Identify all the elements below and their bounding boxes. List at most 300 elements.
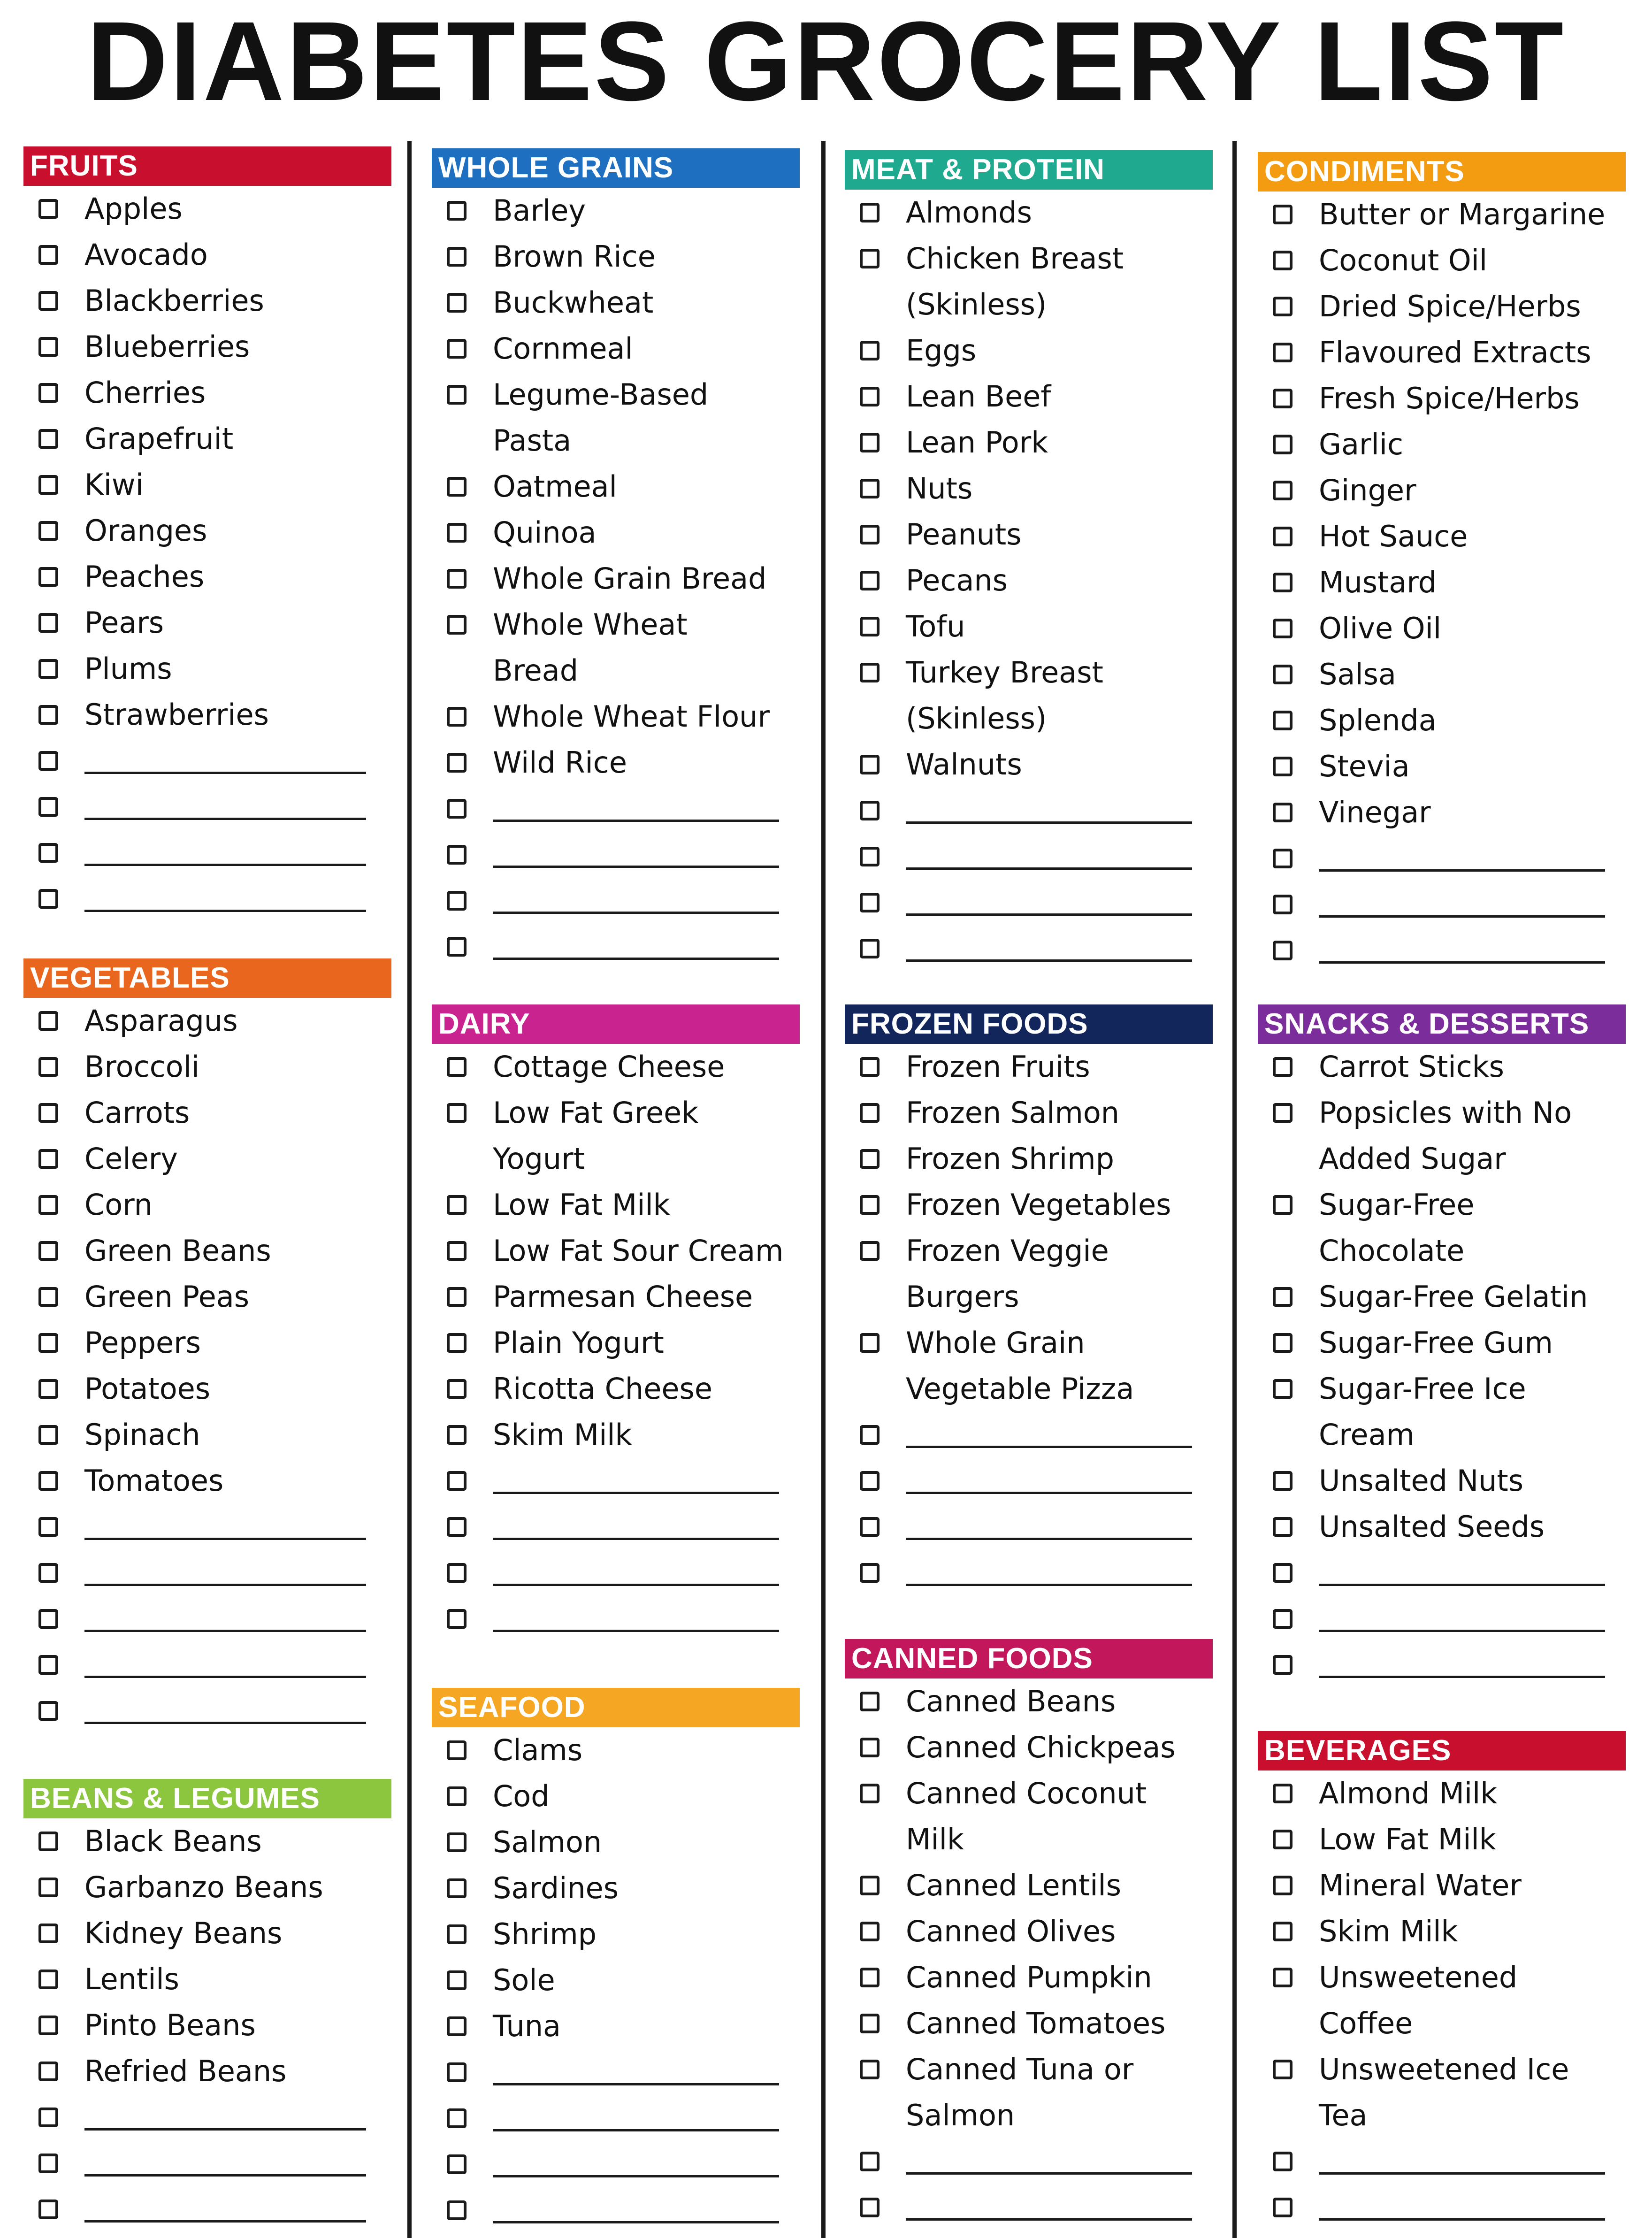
item-checkbox[interactable] <box>447 569 467 589</box>
list-item <box>854 1090 1220 1136</box>
item-checkbox[interactable] <box>38 2108 58 2127</box>
item-checkbox[interactable] <box>38 705 58 725</box>
item-label: Cherries <box>84 376 206 410</box>
list-item <box>33 998 394 1044</box>
item-checkbox[interactable] <box>447 707 467 727</box>
item-label: Whole Wheat Flour <box>493 699 770 734</box>
write-in-line[interactable] <box>493 1538 779 1540</box>
item-checkbox[interactable] <box>860 433 880 452</box>
section-items <box>432 1727 807 2233</box>
item-checkbox[interactable] <box>38 1195 58 1215</box>
blank-item <box>1267 1550 1633 1596</box>
item-label: Celery <box>84 1142 178 1176</box>
item-checkbox[interactable] <box>860 387 880 406</box>
write-in-line[interactable] <box>1319 915 1605 918</box>
item-checkbox[interactable] <box>447 1379 467 1399</box>
item-checkbox[interactable] <box>38 613 58 633</box>
item-checkbox[interactable] <box>38 1057 58 1077</box>
item-label: Peaches <box>84 560 205 594</box>
item-checkbox[interactable] <box>447 891 467 911</box>
list-item <box>1267 514 1633 560</box>
item-checkbox[interactable] <box>38 1924 58 1943</box>
item-checkbox[interactable] <box>38 291 58 311</box>
item-checkbox[interactable] <box>1273 665 1293 684</box>
item-checkbox[interactable] <box>38 843 58 863</box>
item-label: Whole Grain Bread <box>493 561 767 596</box>
item-label: Whole Wheat <box>493 607 688 642</box>
item-checkbox[interactable] <box>860 1425 880 1445</box>
write-in-line[interactable] <box>906 2218 1192 2221</box>
write-in-line[interactable] <box>84 1584 366 1586</box>
item-label: Sole <box>493 1963 555 1997</box>
list-item <box>1267 1908 1633 1954</box>
list-item <box>1267 1770 1633 1816</box>
blank-item <box>854 880 1220 926</box>
item-checkbox[interactable] <box>38 1149 58 1169</box>
item-checkbox[interactable] <box>38 1563 58 1583</box>
item-checkbox[interactable] <box>860 1103 880 1123</box>
item-checkbox[interactable] <box>447 1786 467 1806</box>
item-checkbox[interactable] <box>1273 1563 1293 1583</box>
item-checkbox[interactable] <box>447 293 467 313</box>
list-item <box>33 1864 394 1910</box>
item-checkbox[interactable] <box>860 617 880 636</box>
write-in-line[interactable] <box>906 1492 1192 1494</box>
list-item <box>441 1865 807 1911</box>
list-item <box>441 1911 807 1957</box>
item-checkbox[interactable] <box>38 1241 58 1261</box>
write-in-line[interactable] <box>493 2129 779 2131</box>
item-checkbox[interactable] <box>447 339 467 359</box>
item-checkbox[interactable] <box>38 2154 58 2173</box>
item-checkbox[interactable] <box>1273 573 1293 592</box>
write-in-line[interactable] <box>493 958 779 960</box>
item-checkbox[interactable] <box>860 1149 880 1169</box>
item-checkbox[interactable] <box>860 2060 880 2079</box>
item-label: Unsweetened Ice <box>1319 2052 1569 2086</box>
write-in-line[interactable] <box>84 1722 366 1724</box>
blank-item <box>854 2184 1220 2230</box>
list-item <box>854 236 1220 282</box>
item-label: Parmesan Cheese <box>493 1280 753 1314</box>
item-checkbox[interactable] <box>447 1057 467 1077</box>
item-checkbox[interactable] <box>447 937 467 957</box>
list-item <box>1267 605 1633 651</box>
item-checkbox[interactable] <box>860 847 880 866</box>
item-checkbox[interactable] <box>860 1057 880 1077</box>
item-label: Fresh Spice/Herbs <box>1319 381 1580 415</box>
item-checkbox[interactable] <box>38 337 58 357</box>
list-item <box>854 696 1220 742</box>
item-checkbox[interactable] <box>860 203 880 222</box>
blank-item <box>441 832 807 878</box>
item-checkbox[interactable] <box>447 477 467 497</box>
item-label: Canned Pumpkin <box>906 1960 1152 1994</box>
item-checkbox[interactable] <box>860 1738 880 1757</box>
item-checkbox[interactable] <box>38 1287 58 1307</box>
item-checkbox[interactable] <box>860 1692 880 1711</box>
item-checkbox[interactable] <box>447 1517 467 1537</box>
write-in-line[interactable] <box>493 2175 779 2177</box>
item-label: Legume-Based <box>493 377 709 412</box>
item-label: Nuts <box>906 471 973 506</box>
blank-item <box>854 834 1220 880</box>
write-in-line[interactable] <box>1319 1630 1605 1632</box>
write-in-line[interactable] <box>906 913 1192 916</box>
item-label: Frozen Salmon <box>906 1096 1120 1130</box>
list-item <box>854 1954 1220 2000</box>
item-checkbox[interactable] <box>1273 1876 1293 1895</box>
item-checkbox[interactable] <box>1273 711 1293 730</box>
item-label: Mustard <box>1319 565 1437 599</box>
list-item <box>1267 1136 1633 1182</box>
item-label: Low Fat Greek <box>493 1096 699 1130</box>
list-item <box>33 370 394 416</box>
item-checkbox[interactable] <box>38 1701 58 1721</box>
item-checkbox[interactable] <box>1273 619 1293 638</box>
item-label: Salmon <box>493 1825 602 1859</box>
write-in-line[interactable] <box>1319 961 1605 964</box>
item-checkbox[interactable] <box>860 341 880 360</box>
item-checkbox[interactable] <box>860 1563 880 1583</box>
item-checkbox[interactable] <box>38 659 58 679</box>
item-checkbox[interactable] <box>447 1924 467 1944</box>
item-label: Frozen Veggie <box>906 1234 1109 1268</box>
list-item <box>441 648 807 694</box>
write-in-line[interactable] <box>493 2083 779 2085</box>
write-in-line[interactable] <box>493 820 779 822</box>
item-label: Sugar-Free Gum <box>1319 1326 1553 1360</box>
list-item <box>854 190 1220 236</box>
item-checkbox[interactable] <box>1273 849 1293 868</box>
write-in-line[interactable] <box>493 912 779 914</box>
item-checkbox[interactable] <box>860 1517 880 1537</box>
write-in-line[interactable] <box>493 1630 779 1632</box>
write-in-line[interactable] <box>84 1630 366 1632</box>
item-checkbox[interactable] <box>38 1517 58 1537</box>
item-label: Lean Beef <box>906 379 1051 414</box>
list-item <box>441 280 807 326</box>
list-item <box>441 1044 807 1090</box>
list-item <box>1267 1090 1633 1136</box>
list-item <box>33 1366 394 1412</box>
list-item <box>441 510 807 556</box>
item-checkbox[interactable] <box>447 1103 467 1123</box>
item-checkbox[interactable] <box>447 1609 467 1629</box>
list-item <box>1267 376 1633 422</box>
item-checkbox[interactable] <box>1273 297 1293 316</box>
item-checkbox[interactable] <box>860 1241 880 1261</box>
blank-item <box>33 1504 394 1550</box>
list-item <box>854 650 1220 696</box>
item-checkbox[interactable] <box>860 663 880 682</box>
list-item <box>854 604 1220 650</box>
item-checkbox[interactable] <box>1273 803 1293 822</box>
item-label: Dried Spice/Herbs <box>1319 289 1581 323</box>
item-checkbox[interactable] <box>447 845 467 865</box>
write-in-line[interactable] <box>84 2128 366 2131</box>
item-checkbox[interactable] <box>38 1425 58 1445</box>
blank-item <box>854 1458 1220 1504</box>
list-item <box>33 2002 394 2048</box>
item-checkbox[interactable] <box>38 797 58 817</box>
item-checkbox[interactable] <box>860 525 880 544</box>
write-in-line[interactable] <box>84 910 366 912</box>
list-item <box>1267 1816 1633 1862</box>
item-checkbox[interactable] <box>860 1471 880 1491</box>
list-item <box>1267 238 1633 284</box>
item-checkbox[interactable] <box>1273 1103 1293 1123</box>
item-checkbox[interactable] <box>38 2062 58 2081</box>
write-in-line[interactable] <box>1319 1676 1605 1678</box>
item-checkbox[interactable] <box>1273 757 1293 776</box>
item-checkbox[interactable] <box>1273 895 1293 914</box>
item-checkbox[interactable] <box>447 1241 467 1261</box>
item-checkbox[interactable] <box>1273 2060 1293 2079</box>
list-item <box>33 1090 394 1136</box>
item-checkbox[interactable] <box>447 1195 467 1215</box>
item-checkbox[interactable] <box>38 567 58 587</box>
list-item <box>441 1957 807 2003</box>
write-in-line[interactable] <box>493 1584 779 1586</box>
item-checkbox[interactable] <box>860 893 880 912</box>
item-checkbox[interactable] <box>447 1563 467 1583</box>
item-checkbox[interactable] <box>447 385 467 405</box>
list-item <box>33 1136 394 1182</box>
list-item <box>1267 1044 1633 1090</box>
item-checkbox[interactable] <box>1273 941 1293 960</box>
item-label: (Skinless) <box>906 701 1047 736</box>
blank-item <box>1267 1596 1633 1642</box>
write-in-line[interactable] <box>906 867 1192 870</box>
item-checkbox[interactable] <box>1273 343 1293 362</box>
item-checkbox[interactable] <box>447 2016 467 2036</box>
list-item <box>854 1136 1220 1182</box>
item-label: Cornmeal <box>493 331 633 366</box>
list-item <box>441 740 807 786</box>
item-checkbox[interactable] <box>447 2108 467 2128</box>
list-item <box>441 2003 807 2049</box>
item-checkbox[interactable] <box>38 1878 58 1897</box>
blank-item <box>1267 2184 1633 2230</box>
item-label: Pears <box>84 605 164 640</box>
item-checkbox[interactable] <box>38 889 58 909</box>
list-item <box>1267 1862 1633 1908</box>
write-in-line[interactable] <box>906 2172 1192 2175</box>
list-item <box>854 2046 1220 2092</box>
item-checkbox[interactable] <box>447 1970 467 1990</box>
write-in-line[interactable] <box>84 864 366 866</box>
item-checkbox[interactable] <box>38 1379 58 1399</box>
write-in-line[interactable] <box>493 866 779 868</box>
item-checkbox[interactable] <box>1273 1517 1293 1537</box>
blank-item <box>33 876 394 922</box>
list-item <box>33 278 394 324</box>
item-checkbox[interactable] <box>1273 389 1293 408</box>
item-checkbox[interactable] <box>1273 1287 1293 1307</box>
item-checkbox[interactable] <box>447 753 467 773</box>
item-checkbox[interactable] <box>38 1655 58 1675</box>
item-checkbox[interactable] <box>38 2016 58 2035</box>
item-checkbox[interactable] <box>860 1333 880 1353</box>
item-checkbox[interactable] <box>860 1922 880 1941</box>
write-in-line[interactable] <box>84 1538 366 1540</box>
item-label: Cottage Cheese <box>493 1050 725 1084</box>
item-checkbox[interactable] <box>860 571 880 590</box>
item-checkbox[interactable] <box>38 1609 58 1629</box>
column-divider <box>407 141 412 2238</box>
item-checkbox[interactable] <box>1273 1609 1293 1629</box>
write-in-line[interactable] <box>84 772 366 774</box>
item-checkbox[interactable] <box>447 1425 467 1445</box>
item-label: Vegetable Pizza <box>906 1372 1134 1406</box>
item-checkbox[interactable] <box>1273 1655 1293 1675</box>
item-checkbox[interactable] <box>1273 1968 1293 1987</box>
item-checkbox[interactable] <box>447 1333 467 1353</box>
item-label: Sugar-Free <box>1319 1188 1475 1222</box>
item-checkbox[interactable] <box>447 1832 467 1852</box>
item-checkbox[interactable] <box>1273 1195 1293 1215</box>
item-label: Sardines <box>493 1871 619 1905</box>
item-checkbox[interactable] <box>860 2152 880 2171</box>
item-checkbox[interactable] <box>38 1011 58 1031</box>
list-item <box>1267 2046 1633 2092</box>
item-checkbox[interactable] <box>447 1740 467 1760</box>
item-checkbox[interactable] <box>447 523 467 543</box>
write-in-line[interactable] <box>84 2174 366 2177</box>
section-meat-protein <box>845 150 1220 972</box>
blank-item <box>1267 927 1633 973</box>
column-divider <box>821 141 826 2238</box>
item-label: Lentils <box>84 1962 179 1996</box>
write-in-line[interactable] <box>906 1446 1192 1448</box>
write-in-line[interactable] <box>493 2221 779 2223</box>
item-checkbox[interactable] <box>38 429 58 449</box>
item-checkbox[interactable] <box>38 475 58 495</box>
blank-item <box>854 1504 1220 1550</box>
write-in-line[interactable] <box>84 1676 366 1678</box>
item-checkbox[interactable] <box>447 2154 467 2174</box>
item-checkbox[interactable] <box>38 1832 58 1851</box>
item-checkbox[interactable] <box>447 1878 467 1898</box>
item-checkbox[interactable] <box>1273 481 1293 500</box>
item-checkbox[interactable] <box>38 521 58 541</box>
section-header-meat-protein: MEAT & PROTEIN <box>845 150 1213 190</box>
item-checkbox[interactable] <box>860 1784 880 1803</box>
section-header-vegetables: VEGETABLES <box>23 958 391 998</box>
item-checkbox[interactable] <box>1273 1922 1293 1941</box>
item-checkbox[interactable] <box>38 199 58 219</box>
item-checkbox[interactable] <box>38 1333 58 1353</box>
section-beans-legumes <box>23 1779 394 2232</box>
item-checkbox[interactable] <box>1273 1471 1293 1491</box>
item-checkbox[interactable] <box>38 2200 58 2219</box>
blank-item <box>854 2138 1220 2184</box>
item-checkbox[interactable] <box>1273 1057 1293 1077</box>
item-checkbox[interactable] <box>860 1195 880 1215</box>
list-item <box>1267 1182 1633 1228</box>
blank-item <box>441 1504 807 1550</box>
item-checkbox[interactable] <box>1273 1379 1293 1399</box>
write-in-line[interactable] <box>84 818 366 820</box>
write-in-line[interactable] <box>1319 2172 1605 2175</box>
item-checkbox[interactable] <box>1273 2152 1293 2171</box>
item-checkbox[interactable] <box>38 1970 58 1989</box>
write-in-line[interactable] <box>906 959 1192 962</box>
item-checkbox[interactable] <box>860 1968 880 1987</box>
item-checkbox[interactable] <box>1273 251 1293 270</box>
item-label: Pinto Beans <box>84 2008 256 2042</box>
item-label: Garbanzo Beans <box>84 1870 323 1904</box>
item-checkbox[interactable] <box>447 247 467 267</box>
item-checkbox[interactable] <box>447 799 467 819</box>
list-item <box>441 694 807 740</box>
list-item <box>33 554 394 600</box>
item-checkbox[interactable] <box>1273 1333 1293 1353</box>
item-checkbox[interactable] <box>860 939 880 958</box>
item-label: Tea <box>1319 2098 1368 2132</box>
write-in-line[interactable] <box>84 2220 366 2223</box>
item-checkbox[interactable] <box>1273 435 1293 454</box>
list-item <box>1267 1412 1633 1458</box>
item-checkbox[interactable] <box>1273 1830 1293 1849</box>
write-in-line[interactable] <box>906 821 1192 824</box>
item-checkbox[interactable] <box>860 2014 880 2033</box>
item-checkbox[interactable] <box>38 751 58 771</box>
item-checkbox[interactable] <box>38 383 58 403</box>
item-checkbox[interactable] <box>860 479 880 498</box>
item-checkbox[interactable] <box>38 1471 58 1491</box>
item-checkbox[interactable] <box>447 1471 467 1491</box>
item-checkbox[interactable] <box>38 245 58 265</box>
item-checkbox[interactable] <box>447 615 467 635</box>
write-in-line[interactable] <box>1319 869 1605 872</box>
section-snacks-desserts <box>1258 1004 1633 1688</box>
blank-item <box>441 1458 807 1504</box>
item-checkbox[interactable] <box>860 2198 880 2217</box>
list-item <box>33 324 394 370</box>
write-in-line[interactable] <box>1319 1584 1605 1586</box>
item-checkbox[interactable] <box>447 2062 467 2082</box>
item-checkbox[interactable] <box>1273 1784 1293 1803</box>
item-checkbox[interactable] <box>447 1287 467 1307</box>
item-label: Grapefruit <box>84 422 234 456</box>
item-checkbox[interactable] <box>1273 205 1293 224</box>
write-in-line[interactable] <box>1319 2218 1605 2221</box>
list-item <box>441 372 807 418</box>
item-checkbox[interactable] <box>860 801 880 820</box>
item-label: Tuna <box>493 2009 561 2043</box>
list-item <box>854 1044 1220 1090</box>
item-label: Tofu <box>906 609 965 644</box>
list-item <box>33 1182 394 1228</box>
item-checkbox[interactable] <box>1273 527 1293 546</box>
write-in-line[interactable] <box>906 1538 1192 1540</box>
write-in-line[interactable] <box>493 1492 779 1494</box>
blank-item <box>33 1550 394 1596</box>
item-checkbox[interactable] <box>38 1103 58 1123</box>
item-checkbox[interactable] <box>860 1876 880 1895</box>
item-checkbox[interactable] <box>1273 2198 1293 2217</box>
item-checkbox[interactable] <box>447 201 467 221</box>
item-label: Hot Sauce <box>1319 519 1468 553</box>
item-checkbox[interactable] <box>860 755 880 774</box>
item-checkbox[interactable] <box>447 2200 467 2220</box>
item-label: Ricotta Cheese <box>493 1372 712 1406</box>
item-checkbox[interactable] <box>860 249 880 268</box>
item-label: Frozen Vegetables <box>906 1188 1171 1222</box>
write-in-line[interactable] <box>906 1584 1192 1586</box>
